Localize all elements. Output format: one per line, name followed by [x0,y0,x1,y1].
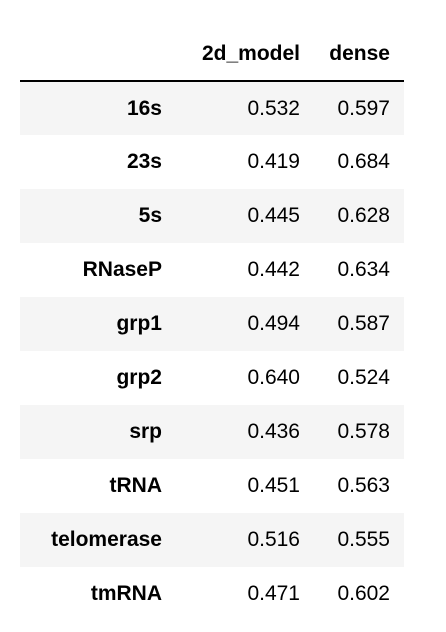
cell-2d-model: 0.436 [247,420,300,443]
index-header [20,28,168,81]
cell-dense: 0.628 [337,204,390,227]
cell-dense: 0.602 [337,582,390,605]
table-row [20,513,404,567]
row-label: telomerase [51,528,162,551]
row-label: srp [129,420,162,443]
cell-2d-model: 0.442 [247,258,300,281]
column-header-dense: dense [314,28,404,81]
cell-2d-model: 0.451 [247,474,300,497]
cell-2d-model: 0.471 [247,582,300,605]
column-header-2d-model: 2d_model [168,28,314,81]
cell-2d-model: 0.445 [247,204,300,227]
row-label: RNaseP [82,258,162,281]
row-label: 23s [126,150,162,173]
table-row [20,243,404,297]
table-header-row [20,28,404,81]
row-label: 5s [138,204,162,227]
cell-dense: 0.524 [337,366,390,389]
cell-dense: 0.597 [337,96,390,120]
cell-dense: 0.555 [337,528,390,551]
table-row [20,405,404,459]
row-label: grp1 [116,312,162,335]
row-label: 16s [126,96,162,120]
row-label: tmRNA [90,582,162,605]
row-label: tRNA [109,474,162,497]
table-row [20,459,404,513]
table-row [20,297,404,351]
cell-2d-model: 0.494 [247,312,300,335]
cell-2d-model: 0.516 [247,528,300,551]
cell-dense: 0.684 [337,150,390,173]
table-row [20,135,404,189]
cell-2d-model: 0.640 [247,366,300,389]
cell-dense: 0.587 [337,312,390,335]
table-row [20,81,404,135]
table-row [20,351,404,405]
table-row [20,567,404,621]
cell-2d-model: 0.532 [247,96,300,120]
cell-dense: 0.563 [337,474,390,497]
row-label: grp2 [116,366,162,389]
results-table [20,28,404,621]
table-row [20,189,404,243]
cell-dense: 0.578 [337,420,390,443]
cell-dense: 0.634 [337,258,390,281]
cell-2d-model: 0.419 [247,150,300,173]
